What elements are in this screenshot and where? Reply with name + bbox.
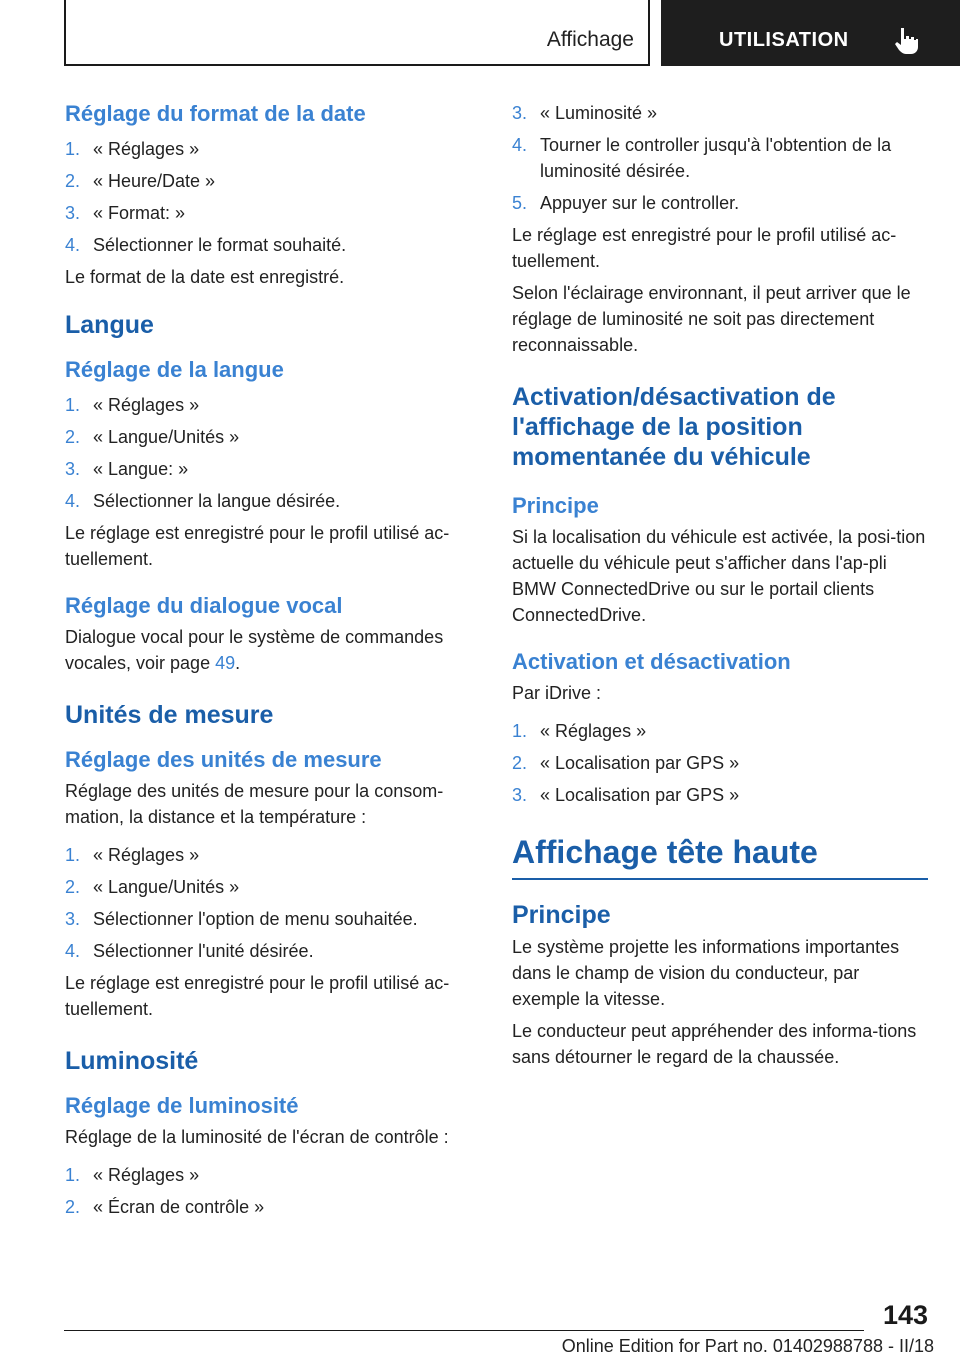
date-format-note: Le format de la date est enregistré. bbox=[65, 267, 345, 287]
date-format-steps bbox=[65, 136, 470, 258]
pointing-hand-icon bbox=[895, 26, 921, 54]
dialogue-text: Dialogue vocal pour le système de commandes vocales, voir page 49. bbox=[65, 627, 444, 673]
unites-heading: Réglage des unités de mesure bbox=[65, 747, 382, 772]
right-column bbox=[512, 100, 928, 1070]
list-item: 4. Sélectionner la langue désirée. bbox=[65, 491, 341, 511]
hud-text-1: Le système projette les informations importantes dans le champ de vision du conducteur, par exemple la vitesse. bbox=[512, 937, 900, 1009]
langue-heading: Réglage de la langue bbox=[65, 357, 284, 382]
header-section-box bbox=[64, 0, 650, 66]
list-item: 1. « Réglages » bbox=[65, 845, 200, 865]
unites-steps bbox=[65, 842, 470, 964]
langue-steps bbox=[65, 392, 470, 514]
list-item: 5. Appuyer sur le controller. bbox=[512, 193, 740, 213]
unites-title: Unités de mesure bbox=[65, 701, 274, 729]
list-item: 2. « Localisation par GPS » bbox=[512, 753, 740, 773]
activation-heading: Activation et désactivation bbox=[512, 649, 791, 674]
unites-note: Le réglage est enregistré pour le profil utilisé ac-tuellement. bbox=[65, 973, 450, 1019]
list-item: 4. Tourner le controller jusqu'à l'obtention de la luminosité désirée. bbox=[512, 135, 892, 181]
luminosite-note-1: Le réglage est enregistré pour le profil utilisé ac-tuellement. bbox=[512, 225, 897, 271]
luminosite-heading: Réglage de luminosité bbox=[65, 1093, 299, 1118]
list-item: 3. Sélectionner l'option de menu souhaitée. bbox=[65, 909, 418, 929]
luminosite-title: Luminosité bbox=[65, 1047, 199, 1075]
hud-principe-heading: Principe bbox=[512, 901, 611, 929]
list-item: 1. « Réglages » bbox=[512, 721, 647, 741]
page-link[interactable]: 49 bbox=[215, 653, 236, 673]
header-chapter-box bbox=[661, 0, 960, 66]
langue-title: Langue bbox=[65, 311, 154, 339]
activation-title: Activation/désactivation de l'affichage de la position momentanée du véhicule bbox=[512, 383, 836, 471]
dialogue-heading: Réglage du dialogue vocal bbox=[65, 593, 343, 618]
list-item: 2. « Langue/Unités » bbox=[65, 427, 240, 447]
left-column bbox=[65, 100, 470, 1226]
list-item: 2. « Heure/Date » bbox=[65, 171, 216, 191]
list-item: 2. « Écran de contrôle » bbox=[65, 1197, 265, 1217]
list-item: 1. « Réglages » bbox=[65, 1165, 200, 1185]
list-item: 1. « Réglages » bbox=[65, 139, 200, 159]
list-item: 1. « Réglages » bbox=[65, 395, 200, 415]
unites-text: Réglage des unités de mesure pour la consom-mation, la distance et la température : bbox=[65, 781, 444, 827]
activation-intro: Par iDrive : bbox=[512, 683, 602, 703]
hud-text-2: Le conducteur peut appréhender des informa-tions sans détourner le regard de la chaussée. bbox=[512, 1021, 917, 1067]
footer-divider bbox=[64, 1330, 864, 1331]
list-item: 3. « Langue: » bbox=[65, 459, 189, 479]
header-section-title: Affichage bbox=[546, 28, 634, 51]
luminosite-text: Réglage de la luminosité de l'écran de contrôle : bbox=[65, 1127, 449, 1147]
list-item: 3. « Localisation par GPS » bbox=[512, 785, 740, 805]
header-chapter-title: UTILISATION bbox=[719, 29, 849, 51]
list-item: 3. « Format: » bbox=[65, 203, 186, 223]
activation-steps bbox=[512, 718, 928, 808]
list-item: 2. « Langue/Unités » bbox=[65, 877, 240, 897]
hud-title: Affichage tête haute bbox=[512, 832, 928, 880]
luminosite-note-2: Selon l'éclairage environnant, il peut arriver que le réglage de luminosité ne soit pas directement reconnaissable. bbox=[512, 283, 911, 355]
principe-heading: Principe bbox=[512, 493, 599, 518]
luminosite-steps bbox=[65, 1162, 470, 1220]
list-item: 3. « Luminosité » bbox=[512, 103, 658, 123]
list-item: 4. Sélectionner l'unité désirée. bbox=[65, 941, 314, 961]
page-number: 143 bbox=[882, 1300, 928, 1330]
luminosite-steps-continued bbox=[512, 100, 928, 216]
langue-note: Le réglage est enregistré pour le profil utilisé ac-tuellement. bbox=[65, 523, 450, 569]
edition-footer: Online Edition for Part no. 01402988788 - II/18 bbox=[561, 1336, 934, 1356]
list-item: 4. Sélectionner le format souhaité. bbox=[65, 235, 347, 255]
principe-text: Si la localisation du véhicule est activée, la posi-tion actuelle du véhicule peut s'afficher dans l'ap-pli BMW ConnectedDrive ou sur le portail clients ConnectedDrive. bbox=[512, 527, 926, 625]
date-format-heading: Réglage du format de la date bbox=[65, 101, 366, 126]
